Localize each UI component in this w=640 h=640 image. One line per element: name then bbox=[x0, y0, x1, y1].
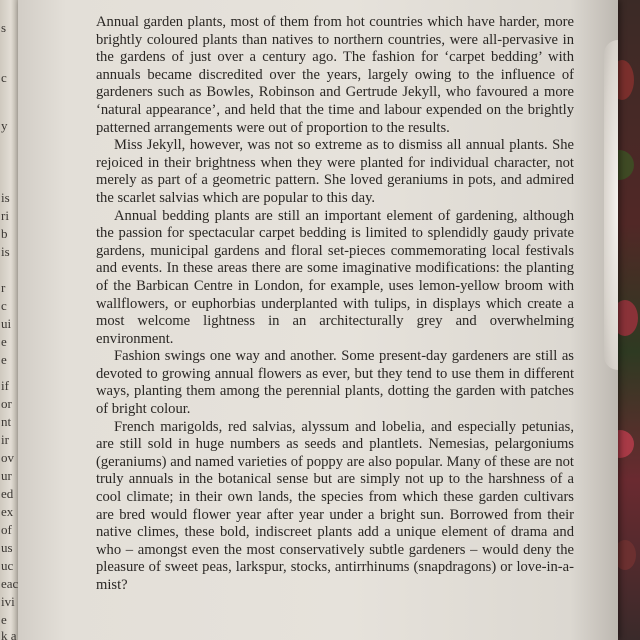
prev-page-fragment: e bbox=[1, 352, 7, 367]
prev-page-fragment: e bbox=[1, 612, 7, 627]
prev-page-fragment: is bbox=[1, 244, 10, 259]
prev-page-fragment: ri bbox=[1, 208, 9, 223]
prev-page-fragment: b bbox=[1, 226, 8, 241]
prev-page-fragment: ui bbox=[1, 316, 12, 331]
prev-page-fragment: s bbox=[1, 20, 7, 35]
paragraph: French marigolds, red salvias, alyssum and lobelia, and especially petunias, are still sold in huge numbers as seeds and plantlets. Nemesias, pelargoniums (geraniums) and named varieties of poppy are also popular. Many of these are not truly annuals in the botanical sense but are simply not up to the harshness of a cool climate; in their own lands, the species from which these garden cultivars are bred would flower year after year under a bright sun. Borrowed from their native climes, these bold, indiscreet plants add a unique element of drama and who – amongst even the most conservatively subtle gardeners – would deny the pleasure of sweet peas, larkspur, stocks, antirrhinums (snapdragons) or love-in-a-mist? bbox=[96, 418, 574, 593]
prev-page-fragment: us bbox=[1, 540, 13, 555]
prev-page-fragment: nt bbox=[1, 414, 12, 429]
prev-page-fragment: k a bbox=[1, 628, 17, 640]
prev-page-fragment: ur bbox=[1, 468, 12, 483]
book-page bbox=[18, 0, 618, 640]
paragraph: Annual garden plants, most of them from hot countries which have harder, more brightly coloured plants than natives to northern countries, were all-pervasive in the gardens of just over a century ago. The fashion for ‘carpet bedding’ with annuals became discredited over the years, largely owing to the influence of gardeners such as Bowles, Robinson and Gertrude Jekyll, who favoured a more ‘natural appearance’, and held that the time and labour expended on the brightly patterned arrangements were out of proportion to the results. bbox=[96, 14, 574, 136]
previous-page-edge bbox=[0, 0, 18, 640]
prev-page-fragment: r bbox=[1, 280, 6, 295]
prev-page-fragment: ed bbox=[1, 486, 14, 501]
paragraph: Fashion swings one way and another. Some present-day gardeners are still as devoted to growing annual flowers as ever, but they tend to use them in different ways, planting them among the perennial plants, dotting the garden with patches of bright colour. bbox=[96, 348, 574, 418]
page-curl-highlight bbox=[604, 40, 618, 370]
prev-page-fragment: if bbox=[1, 378, 9, 393]
prev-page-fragment: eac bbox=[1, 576, 18, 591]
paragraph: Miss Jekyll, however, was not so extreme as to dismiss all annual plants. She rejoiced in their brightness when they were planted for individual character, not merely as part of a geometric pattern. She loved geraniums in pots, and admired the scarlet salvias which are popular to this day. bbox=[96, 137, 574, 206]
prev-page-fragment: ivi bbox=[1, 594, 15, 609]
prev-page-fragment: e bbox=[1, 334, 7, 349]
prev-page-fragment: uc bbox=[1, 558, 14, 573]
prev-page-fragment: ex bbox=[1, 504, 14, 519]
body-text bbox=[96, 14, 574, 595]
prev-page-fragment: or bbox=[1, 396, 12, 411]
prev-page-fragment: y bbox=[1, 118, 8, 133]
prev-page-fragment: is bbox=[1, 190, 10, 205]
prev-page-fragment: ov bbox=[1, 450, 14, 465]
prev-page-fragment: c bbox=[1, 298, 7, 313]
paragraph: Annual bedding plants are still an important element of gardening, although the passion for spectacular carpet bedding is limited to splendidly gaudy private gardens, municipal gardens and floral set-pieces commemorating local festivals and events. In these areas there are some imaginative modifications: the planting of the Barbican Centre in London, for example, uses lemon-yellow broom with wallflowers, or euphorbias underplanted with tulips, in displays which create a most welcome lightness in an architecturally grey and overwhelming environment. bbox=[96, 207, 574, 347]
prev-page-fragment: ir bbox=[1, 432, 9, 447]
prev-page-fragment: c bbox=[1, 70, 7, 85]
prev-page-fragment: of bbox=[1, 522, 12, 537]
